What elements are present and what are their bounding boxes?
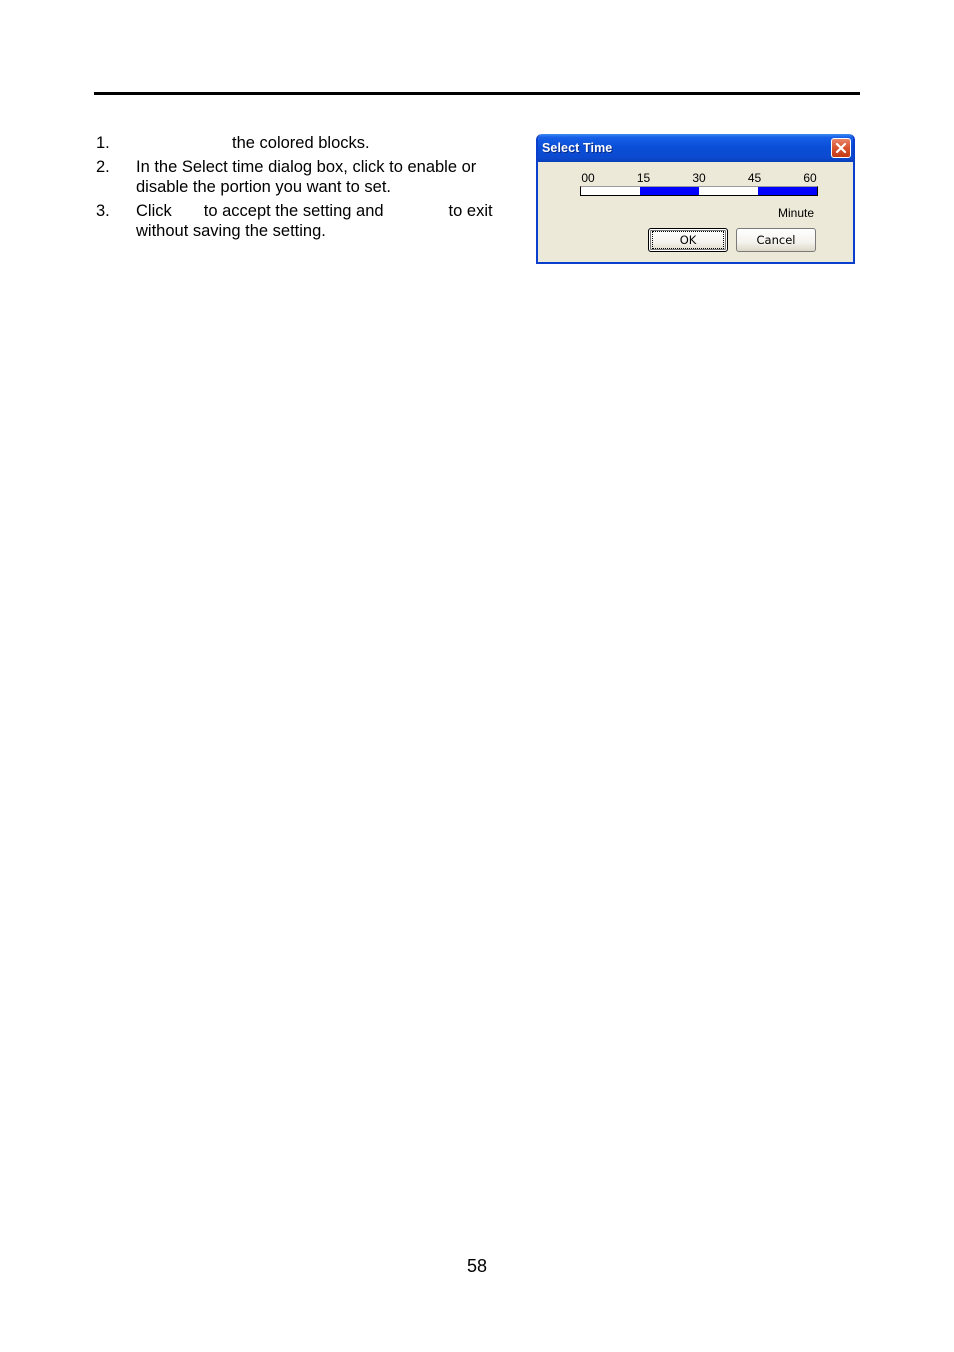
step-number: 1. bbox=[96, 134, 110, 152]
cancel-button[interactable] bbox=[736, 228, 816, 252]
enabled-segment[interactable] bbox=[758, 187, 817, 195]
step-1 bbox=[96, 133, 526, 153]
step-text: In the Select time dialog box, click to enable or disable the portion you want to set. bbox=[136, 158, 477, 196]
ok-button[interactable] bbox=[648, 228, 728, 252]
step-text-exit: exit without saving the setting. bbox=[136, 202, 493, 240]
close-icon bbox=[835, 142, 847, 154]
tick-label: 45 bbox=[747, 171, 762, 185]
disabled-segment[interactable] bbox=[699, 187, 758, 195]
step-text-accept: to accept the setting and bbox=[203, 202, 384, 220]
dialog-title: Select Time bbox=[542, 141, 613, 155]
header-rule bbox=[94, 92, 860, 95]
step-number: 2. bbox=[96, 158, 110, 176]
page-number: 58 bbox=[466, 1256, 488, 1276]
instruction-list bbox=[96, 133, 526, 245]
disabled-segment[interactable] bbox=[581, 187, 640, 195]
cancel-button-label: Cancel bbox=[756, 233, 796, 247]
step-2 bbox=[96, 157, 526, 197]
tick-label: 00 bbox=[581, 171, 595, 185]
tick-label: 15 bbox=[636, 171, 651, 185]
dialog-title-bar[interactable] bbox=[536, 134, 855, 162]
enabled-segment[interactable] bbox=[640, 187, 699, 195]
time-selection-bar[interactable] bbox=[580, 186, 818, 196]
step-number: 3. bbox=[96, 202, 110, 220]
close-button[interactable] bbox=[831, 138, 851, 158]
step-text-to: to bbox=[448, 202, 463, 220]
ok-button-label: OK bbox=[654, 233, 723, 247]
step-text: the colored blocks. bbox=[232, 134, 370, 152]
tick-label: 60 bbox=[803, 171, 817, 185]
minute-label: Minute bbox=[778, 206, 815, 220]
tick-label: 30 bbox=[692, 171, 706, 185]
step-text-click: Click bbox=[136, 202, 172, 220]
select-time-dialog bbox=[536, 134, 855, 264]
step-3 bbox=[96, 201, 526, 241]
